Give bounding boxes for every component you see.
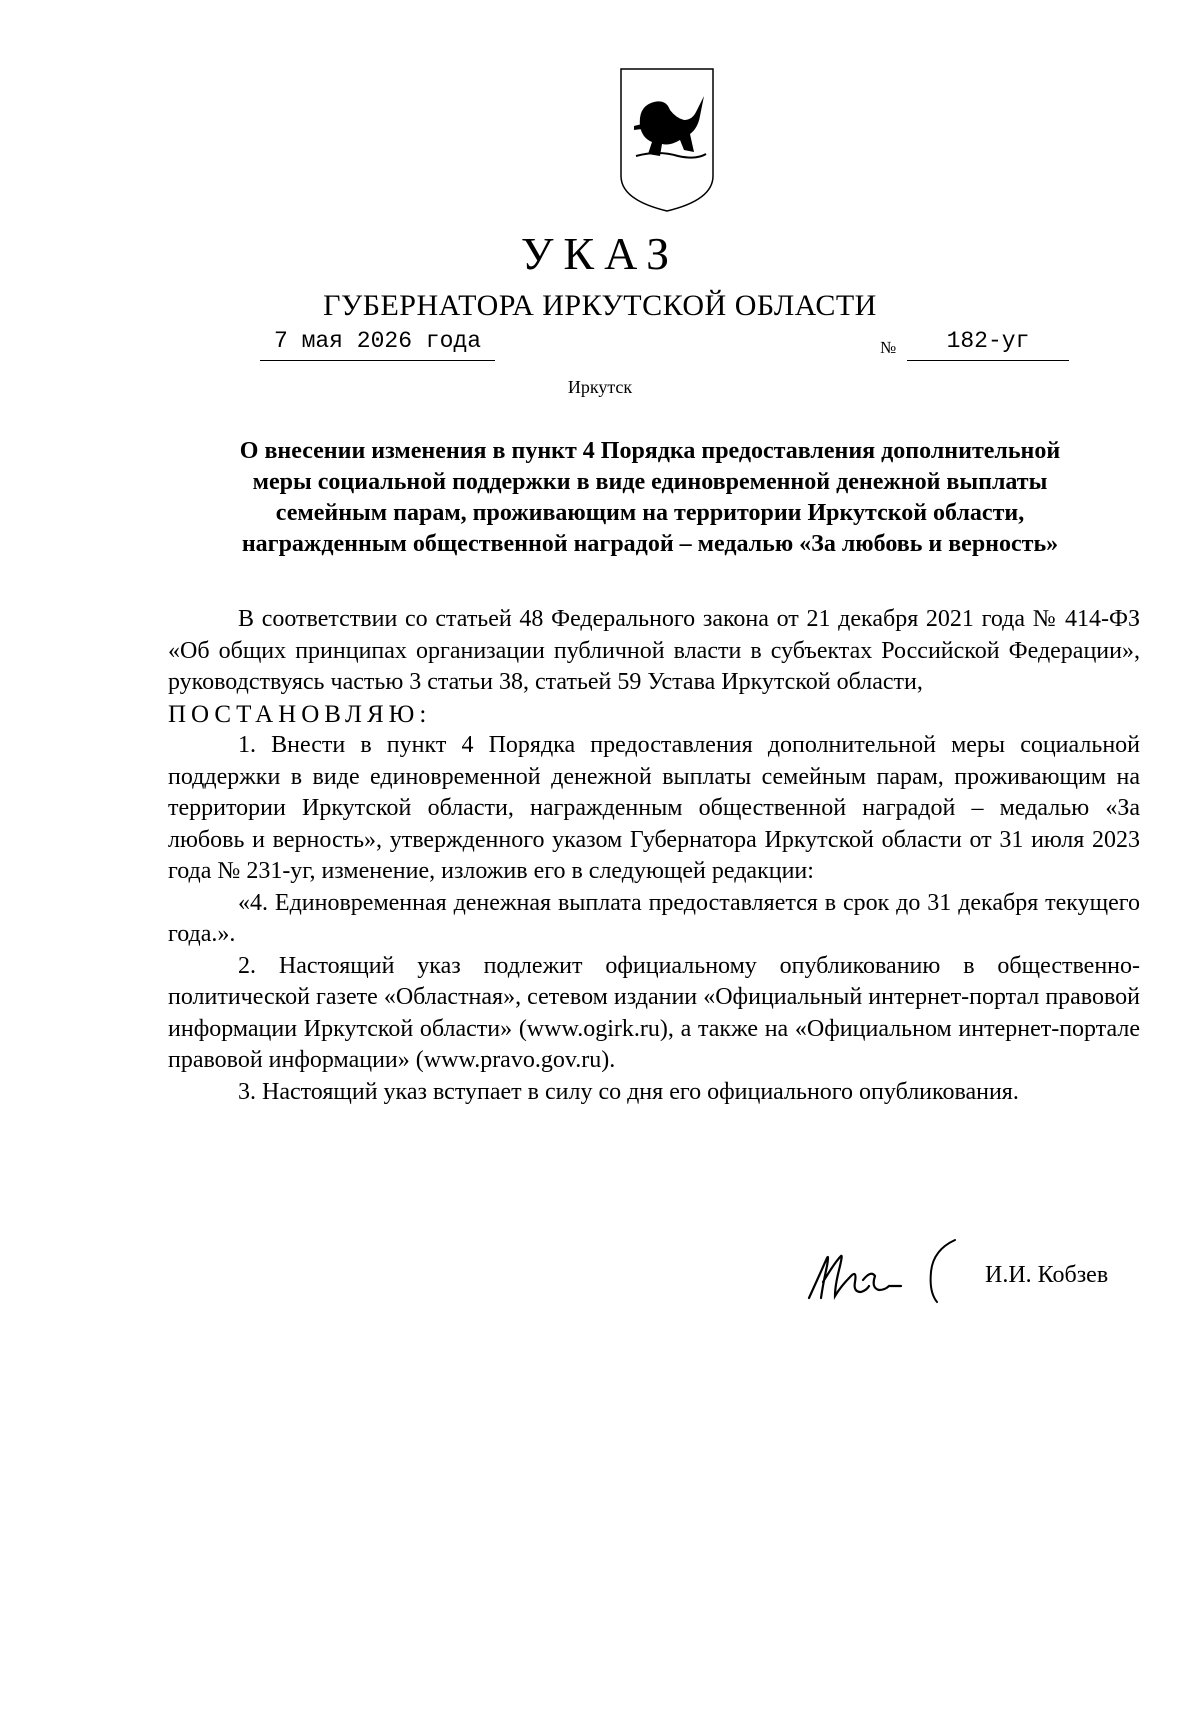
preamble-paragraph: В соответствии со статьей 48 Федерального закона от 21 декабря 2021 года № 414-ФЗ «Об общих принципах организации публичной власти в субъектах Российской Федерации», руководствуясь частью 3 статьи 38, статьей 59 Устава Иркутской области, xyxy=(168,606,1140,695)
item-1-quote-paragraph: «4. Единовременная денежная выплата предоставляется в срок до 31 декабря текущего года.». xyxy=(168,889,1140,947)
coat-of-arms-icon xyxy=(618,66,716,214)
item-3-paragraph: 3. Настоящий указ вступает в силу со дня его официального опубликования. xyxy=(238,1078,1019,1105)
signature-icon xyxy=(805,1236,975,1306)
subject-line: награжденным общественной наградой – медалью «За любовь и верность» xyxy=(241,531,1059,557)
subject-line: О внесении изменения в пункт 4 Порядка предоставления дополнительной xyxy=(239,438,1061,464)
number-sign: № xyxy=(880,338,897,357)
signer-name: И.И. Кобзев xyxy=(985,1262,1109,1288)
document-subject xyxy=(160,436,1140,560)
document-city: Иркутск xyxy=(567,377,633,397)
item-2-paragraph: 2. Настоящий указ подлежит официальному опубликованию в общественно-политической газете «Областная», сетевом издании «Официальный интернет-портал правовой информации Иркутской области» (www.ogirk.ru), а также на «Официальном интернет-портале правовой информации» (www.pravo.gov.ru). xyxy=(168,952,1140,1073)
document-body xyxy=(168,604,1140,1108)
document-date: 7 мая 2026 года xyxy=(260,326,495,361)
document-title: УКАЗ xyxy=(520,228,680,279)
subject-line: семейным парам, проживающим на территории Иркутской области, xyxy=(275,500,1025,526)
item-1-paragraph: 1. Внести в пункт 4 Порядка предоставления дополнительной меры социальной поддержки в виде единовременной денежной выплаты семейным парам, проживающим на территории Иркутской области, награжденным общественной наградой – медалью «За любовь и верность», утвержденного указом Губернатора Иркутской области от 31 июля 2023 года № 231-уг, изменение, изложив его в следующей редакции: xyxy=(168,732,1140,884)
document-number: 182-уг xyxy=(907,326,1069,361)
document-issuer: ГУБЕРНАТОРА ИРКУТСКОЙ ОБЛАСТИ xyxy=(323,289,877,322)
subject-line: меры социальной поддержки в виде единовременной денежной выплаты xyxy=(252,469,1048,495)
decree-word: ПОСТАНОВЛЯЮ: xyxy=(168,700,432,728)
